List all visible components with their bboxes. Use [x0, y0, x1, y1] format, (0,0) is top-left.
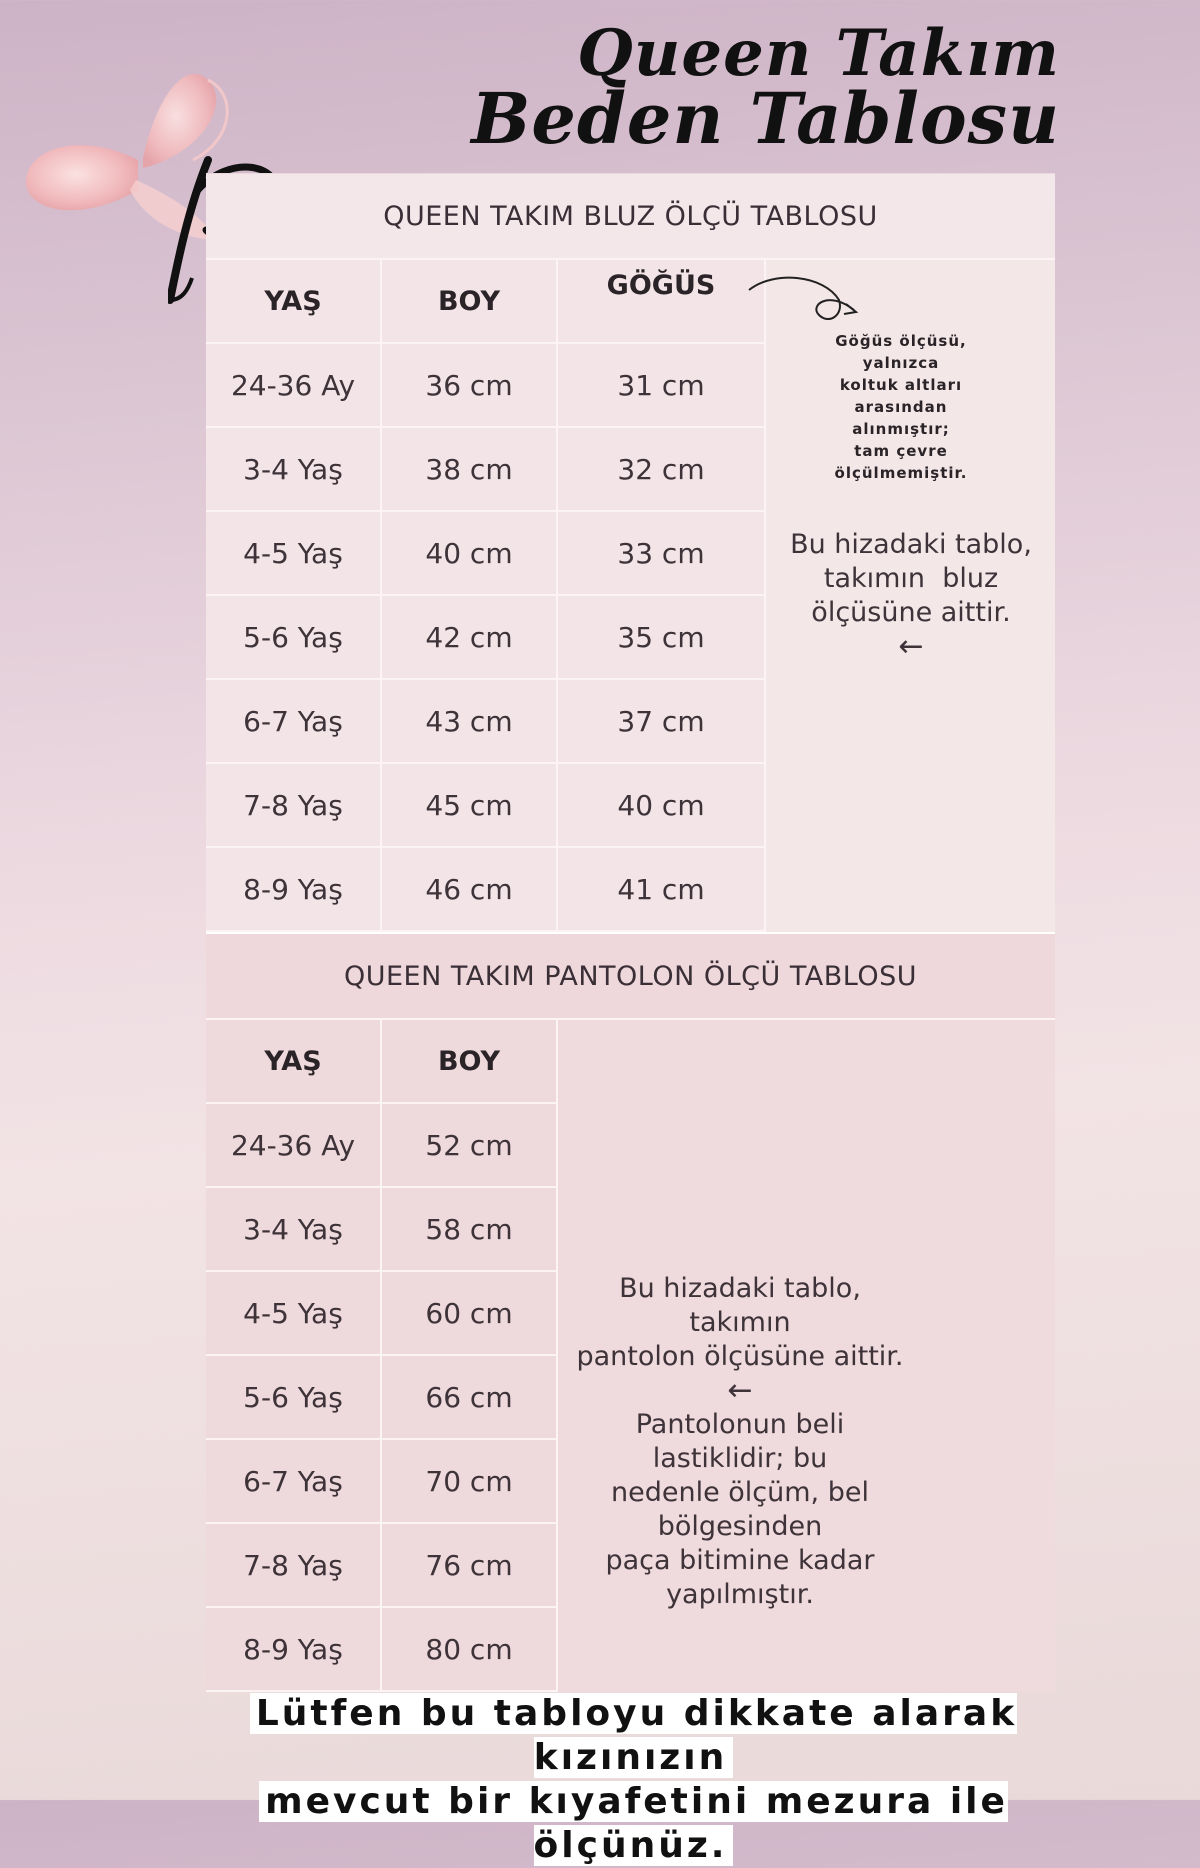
pantolon-table-title: QUEEN TAKIM PANTOLON ÖLÇÜ TABLOSU — [206, 932, 1055, 1018]
pantolon-col-yas — [206, 1020, 382, 1692]
left-arrow-icon: ← — [898, 629, 924, 664]
pantolon-cell: 4-5 Yaş — [206, 1272, 380, 1356]
note-line: ölçülmemiştir. — [834, 464, 968, 482]
bluz-cell: 31 cm — [558, 344, 764, 428]
footer-line-1: Lütfen bu tabloyu dikkate alarak kızınızın — [250, 1693, 1017, 1778]
bluz-col-boy — [382, 260, 558, 932]
bluz-col-yas — [206, 260, 382, 932]
pantolon-cell: 80 cm — [382, 1608, 556, 1692]
pantolon-col-boy — [382, 1020, 558, 1692]
bluz-cell: 5-6 Yaş — [206, 596, 380, 680]
note-line: Pantolonun beli lastiklidir; bu — [635, 1409, 845, 1474]
bluz-table-title: QUEEN TAKIM BLUZ ÖLÇÜ TABLOSU — [206, 173, 1055, 258]
bluz-cell: 38 cm — [382, 428, 556, 512]
bluz-cell: 4-5 Yaş — [206, 512, 380, 596]
heading-line-2: Beden Tablosu — [471, 77, 1060, 160]
pantolon-cell: 66 cm — [382, 1356, 556, 1440]
pantolon-table — [206, 1018, 1055, 1692]
pantolon-cell: 70 cm — [382, 1440, 556, 1524]
bluz-cell: 37 cm — [558, 680, 764, 764]
bluz-header-yas: YAŞ — [206, 260, 380, 344]
bluz-table-note — [776, 528, 1046, 664]
pantolon-cell: 8-9 Yaş — [206, 1608, 380, 1692]
bluz-cell: 40 cm — [382, 512, 556, 596]
pantolon-cell: 5-6 Yaş — [206, 1356, 380, 1440]
note-line: nedenle ölçüm, bel bölgesinden — [611, 1477, 869, 1542]
bluz-cell: 33 cm — [558, 512, 764, 596]
pantolon-cell: 7-8 Yaş — [206, 1524, 380, 1608]
bluz-col-gogus — [558, 260, 766, 932]
left-arrow-icon: ← — [727, 1373, 753, 1408]
pantolon-cell: 76 cm — [382, 1524, 556, 1608]
size-chart-sheet — [206, 173, 1055, 1692]
bluz-header-gogus: GÖĞÜS — [558, 260, 764, 344]
gogus-measure-note — [791, 330, 1011, 484]
note-line: yalnızca — [862, 354, 940, 372]
bluz-cell: 32 cm — [558, 428, 764, 512]
note-line: ölçüsüne aittir. — [811, 597, 1011, 628]
pantolon-header-yas: YAŞ — [206, 1020, 380, 1104]
bluz-cell: 6-7 Yaş — [206, 680, 380, 764]
note-line: Bu hizadaki tablo, — [790, 529, 1032, 560]
pantolon-cell: 6-7 Yaş — [206, 1440, 380, 1524]
bluz-cell: 7-8 Yaş — [206, 764, 380, 848]
note-line: tam çevre — [854, 442, 948, 460]
pantolon-note-column — [558, 1020, 1055, 1692]
bluz-cell: 8-9 Yaş — [206, 848, 380, 932]
note-line: arasından — [854, 398, 948, 416]
footer-instruction — [186, 1692, 1081, 1868]
bluz-cell: 40 cm — [558, 764, 764, 848]
note-line: pantolon ölçüsüne aittir. — [576, 1341, 904, 1372]
bluz-header-boy: BOY — [382, 260, 556, 344]
bluz-note-column — [766, 260, 1055, 932]
note-line: Göğüs ölçüsü, — [835, 332, 967, 350]
heading-line-1: Queen Takım — [577, 16, 1060, 91]
pantolon-cell: 60 cm — [382, 1272, 556, 1356]
pantolon-cell: 58 cm — [382, 1188, 556, 1272]
bluz-cell: 36 cm — [382, 344, 556, 428]
pantolon-header-boy: BOY — [382, 1020, 556, 1104]
note-line: takımın bluz — [823, 563, 999, 594]
bluz-cell: 24-36 Ay — [206, 344, 380, 428]
page-heading — [471, 16, 1060, 160]
footer-line-2: mevcut bir kıyafetini mezura ile ölçünüz. — [259, 1781, 1008, 1866]
bluz-cell: 42 cm — [382, 596, 556, 680]
pantolon-cell: 24-36 Ay — [206, 1104, 380, 1188]
note-line: Bu hizadaki tablo, takımın — [619, 1273, 861, 1338]
pantolon-cell: 52 cm — [382, 1104, 556, 1188]
pantolon-cell: 3-4 Yaş — [206, 1188, 380, 1272]
note-line: alınmıştır; — [852, 420, 950, 438]
bluz-cell: 45 cm — [382, 764, 556, 848]
pantolon-table-note — [570, 1272, 910, 1612]
note-line: koltuk altları — [839, 376, 963, 394]
bluz-cell: 46 cm — [382, 848, 556, 932]
bluz-cell: 35 cm — [558, 596, 764, 680]
bluz-table — [206, 258, 1055, 932]
bluz-cell: 3-4 Yaş — [206, 428, 380, 512]
bluz-cell: 43 cm — [382, 680, 556, 764]
note-line: paça bitimine kadar yapılmıştır. — [605, 1545, 875, 1610]
bluz-cell: 41 cm — [558, 848, 764, 932]
curved-arrow-icon — [744, 270, 874, 330]
